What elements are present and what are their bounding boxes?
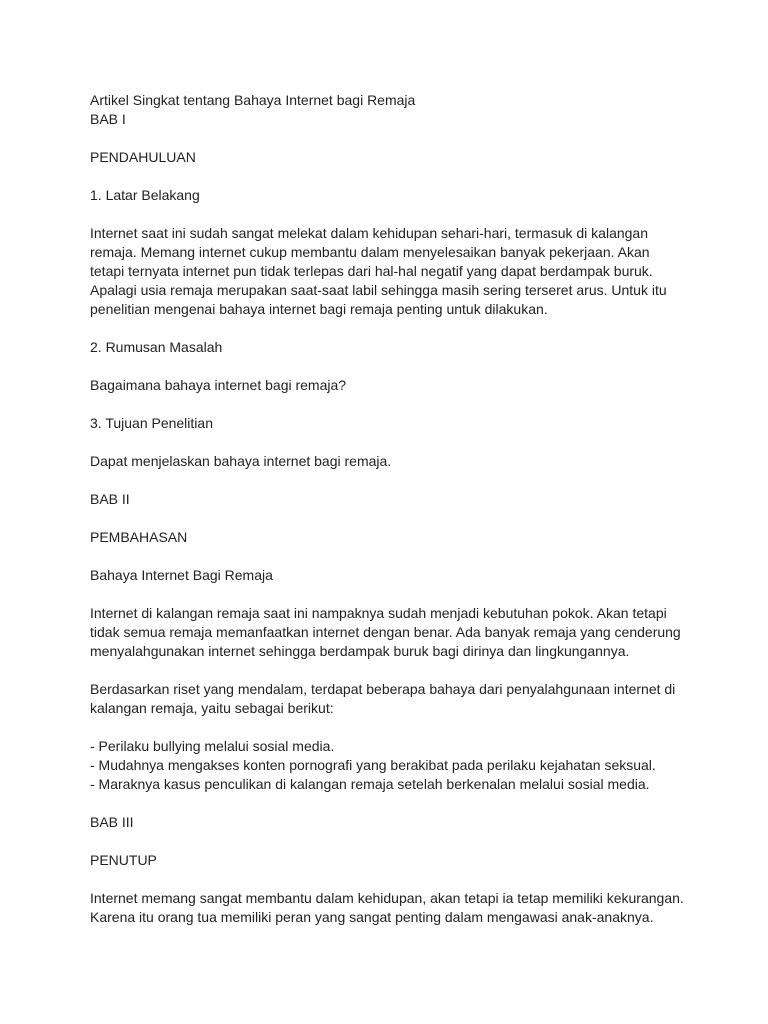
list-item: - Mudahnya mengakses konten pornografi yang berakibat pada perilaku kejahatan seksual.: [90, 757, 656, 773]
spacer: [90, 319, 710, 338]
paragraph-line: kalangan remaja, yaitu sebagai berikut:: [90, 700, 334, 716]
bab1-label: BAB I: [90, 111, 126, 127]
bab3-heading: PENUTUP: [90, 852, 157, 868]
paragraph-line: penelitian mengenai bahaya internet bagi remaja penting untuk dilakukan.: [90, 301, 548, 317]
section-latar-belakang-title: 1. Latar Belakang: [90, 187, 200, 203]
spacer: [90, 471, 710, 490]
bab3-label: BAB III: [90, 814, 134, 830]
paragraph-line: tidak semua remaja memanfaatkan internet dengan benar. Ada banyak remaja yang cenderung: [90, 624, 681, 640]
spacer: [90, 661, 710, 680]
spacer: [90, 129, 710, 148]
bab2-label: BAB II: [90, 491, 130, 507]
paragraph-line: Karena itu orang tua memiliki peran yang sangat penting dalam mengawasi anak-anaknya.: [90, 909, 654, 925]
spacer: [90, 509, 710, 528]
paragraph-line: Internet saat ini sudah sangat melekat dalam kehidupan sehari-hari, termasuk di kalangan: [90, 225, 648, 241]
spacer: [90, 357, 710, 376]
paragraph-line: tetapi ternyata internet pun tidak terlepas dari hal-hal negatif yang dapat berdampak buruk.: [90, 263, 653, 279]
spacer: [90, 547, 710, 566]
list-item: - Maraknya kasus penculikan di kalangan remaja setelah berkenalan melalui sosial media.: [90, 776, 650, 792]
spacer: [90, 395, 710, 414]
spacer: [90, 167, 710, 186]
spacer: [90, 433, 710, 452]
paragraph-line: Internet di kalangan remaja saat ini nampaknya sudah menjadi kebutuhan pokok. Akan tetapi: [90, 605, 667, 621]
section-rumusan-masalah-title: 2. Rumusan Masalah: [90, 339, 223, 355]
document-title: Artikel Singkat tentang Bahaya Internet bagi Remaja: [90, 92, 416, 108]
spacer: [90, 205, 710, 224]
latar-belakang-paragraph: [90, 224, 710, 319]
bahaya-list: [90, 737, 710, 794]
bab2-subtitle: Bahaya Internet Bagi Remaja: [90, 567, 273, 583]
paragraph-line: Apalagi usia remaja merupakan saat-saat labil sehingga masih sering terseret arus. Untuk itu: [90, 282, 667, 298]
bab2-heading: PEMBAHASAN: [90, 529, 188, 545]
pembahasan-paragraph-1: [90, 604, 710, 661]
spacer: [90, 832, 710, 851]
rumusan-masalah-text: Bagaimana bahaya internet bagi remaja?: [90, 377, 347, 393]
spacer: [90, 718, 710, 737]
section-tujuan-penelitian-title: 3. Tujuan Penelitian: [90, 415, 213, 431]
spacer: [90, 870, 710, 889]
paragraph-line: Internet memang sangat membantu dalam kehidupan, akan tetapi ia tetap memiliki kekurangan.: [90, 890, 684, 906]
spacer: [90, 585, 710, 604]
bab1-heading: PENDAHULUAN: [90, 149, 196, 165]
tujuan-penelitian-text: Dapat menjelaskan bahaya internet bagi remaja.: [90, 453, 392, 469]
document-page: [90, 91, 710, 927]
paragraph-line: remaja. Memang internet cukup membantu dalam menyelesaikan banyak pekerjaan. Akan: [90, 244, 650, 260]
pembahasan-paragraph-2: [90, 680, 710, 718]
paragraph-line: menyalahgunakan internet sehingga berdampak buruk bagi dirinya dan lingkungannya.: [90, 643, 630, 659]
penutup-paragraph: [90, 889, 710, 927]
spacer: [90, 794, 710, 813]
paragraph-line: Berdasarkan riset yang mendalam, terdapat beberapa bahaya dari penyalahgunaan internet di: [90, 681, 676, 697]
list-item: - Perilaku bullying melalui sosial media.: [90, 738, 335, 754]
